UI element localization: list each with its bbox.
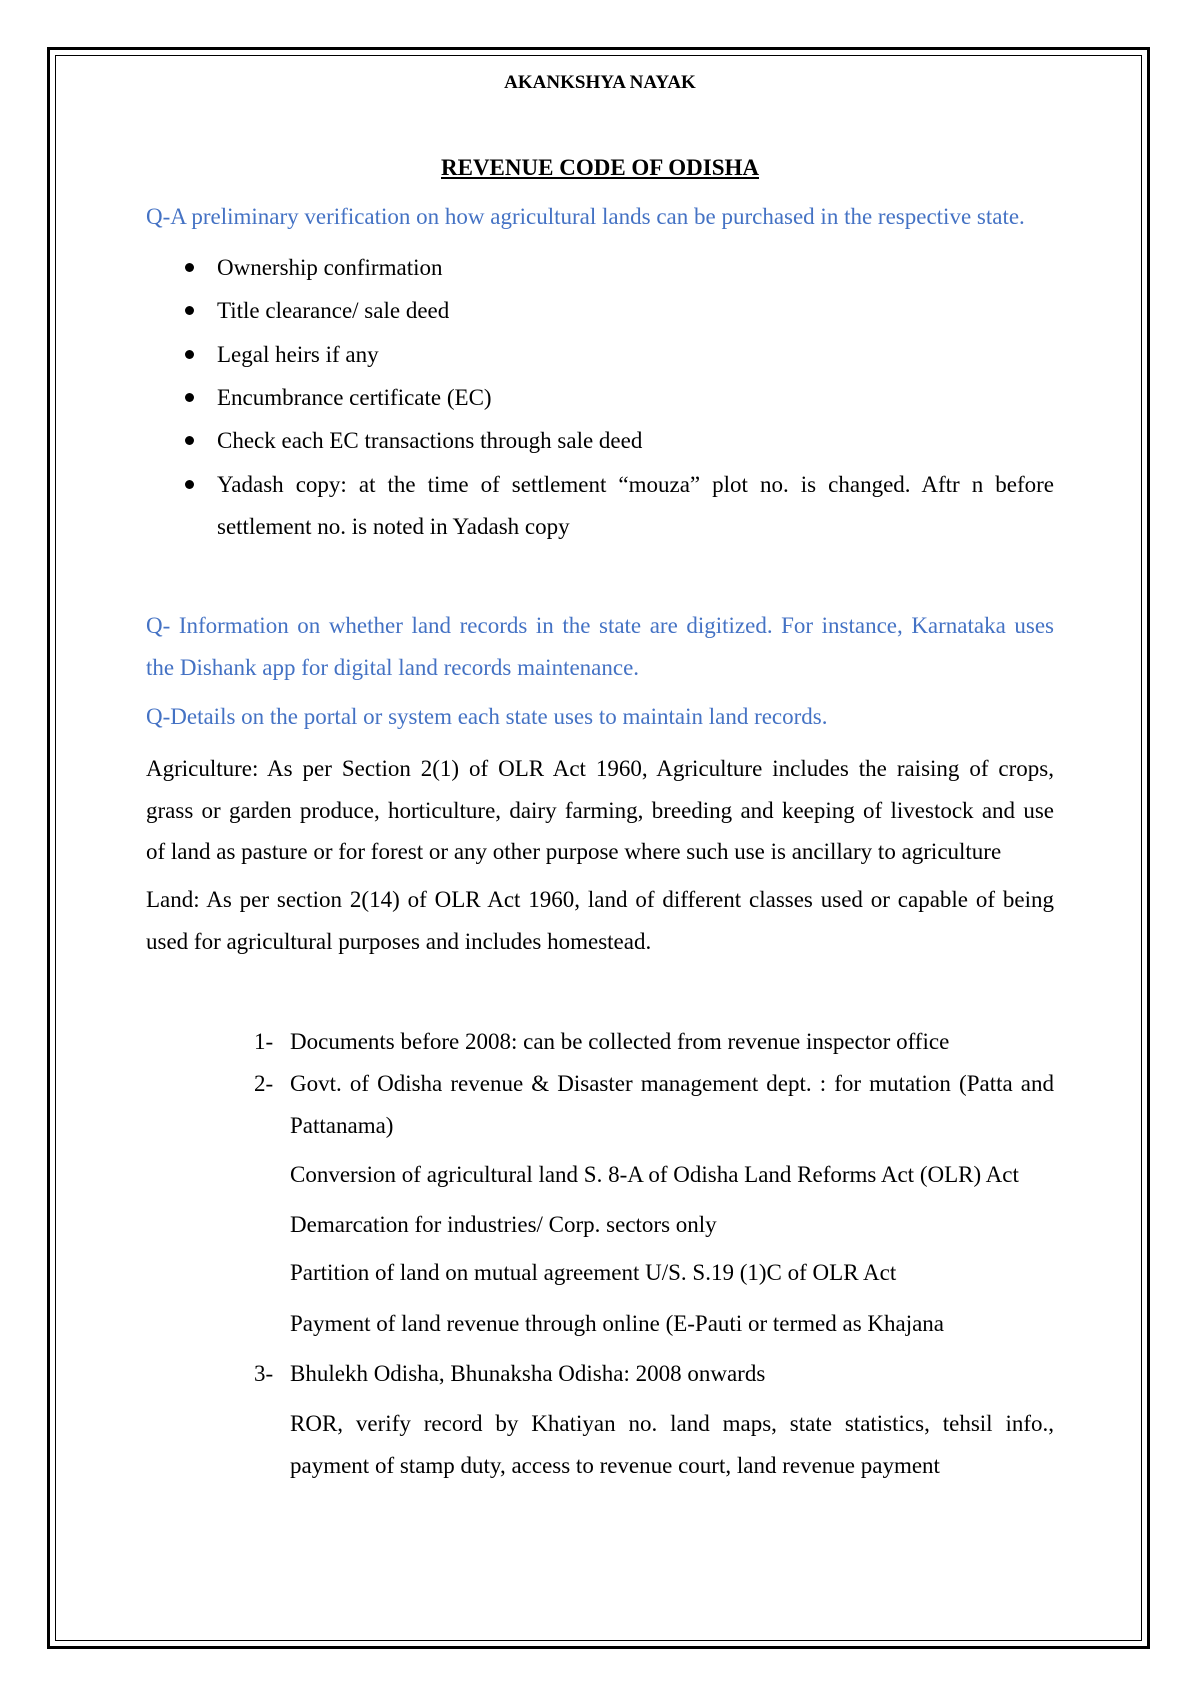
- question-line: Q-A preliminary verification on how agricultural lands can be purchased in the respective state.: [146, 204, 1025, 229]
- service-item: [290, 1204, 1054, 1246]
- bullet-icon: [185, 436, 194, 445]
- service-item: [290, 1154, 1054, 1196]
- bullet-icon: [185, 263, 194, 272]
- source-text: Bhulekh Odisha, Bhunaksha Odisha: 2008 onwards: [290, 1361, 766, 1386]
- checklist-item-text: Ownership confirmation: [217, 255, 443, 280]
- question-digitization: [146, 605, 1054, 688]
- service-text: payment of stamp duty, access to revenue court, land revenue payment: [290, 1452, 940, 1478]
- source-item-3: [254, 1353, 1054, 1395]
- question-line: Q-Details on the portal or system each state uses to maintain land records.: [146, 704, 828, 729]
- paragraph-line: Land: As per section 2(14) of OLR Act 1960, land of different classes used or capable of being: [146, 887, 1054, 912]
- question-portal-details: [146, 696, 1054, 738]
- service-item: [290, 1252, 1054, 1294]
- bullet-icon: [185, 480, 194, 489]
- list-marker: 3-: [254, 1361, 274, 1386]
- service-text: ROR, verify record by Khatiyan no. land maps, state statistics, tehsil info.,: [290, 1411, 1054, 1436]
- list-marker: 2-: [254, 1071, 274, 1096]
- bullet-icon: [185, 350, 194, 359]
- service-item: [290, 1403, 1054, 1486]
- service-text: Demarcation for industries/ Corp. sectors only: [290, 1212, 717, 1237]
- author-name: AKANKSHYA NAYAK: [504, 72, 696, 93]
- question-line: Q- Information on whether land records in the state are digitized. For instance, Karnataka uses: [146, 613, 1054, 638]
- checklist-item-text: Title clearance/ sale deed: [217, 298, 450, 323]
- source-text: Documents before 2008: can be collected from revenue inspector office: [290, 1029, 950, 1054]
- paragraph-line: grass or garden produce, horticulture, dairy farming, breeding and keeping of livestock and use: [146, 797, 1054, 823]
- service-text: Payment of land revenue through online (E-Pauti or termed as Khajana: [290, 1311, 945, 1336]
- checklist-item: [217, 334, 1054, 376]
- checklist-item: [217, 290, 1054, 332]
- checklist-item-text: Check each EC transactions through sale deed: [217, 428, 643, 453]
- question-line: the Dishank app for digital land records maintenance.: [146, 654, 640, 680]
- question-purchase-verification: [146, 196, 1054, 238]
- checklist-item-text: Yadash copy: at the time of settlement “mouza” plot no. is changed. Aftr n before: [217, 472, 1054, 497]
- service-item: [290, 1303, 1054, 1345]
- paragraph-line: Agriculture: As per Section 2(1) of OLR Act 1960, Agriculture includes the raising of crops,: [146, 756, 1054, 781]
- bullet-icon: [185, 393, 194, 402]
- definition-land: [146, 879, 1054, 962]
- checklist-item: [217, 464, 1054, 547]
- checklist-item-text: settlement no. is noted in Yadash copy: [217, 513, 570, 539]
- checklist-item-text: Legal heirs if any: [217, 342, 379, 367]
- checklist-item: [217, 247, 1054, 289]
- source-item-1: [254, 1021, 1054, 1063]
- definition-agriculture: [146, 748, 1054, 873]
- checklist-item-text: Encumbrance certificate (EC): [217, 385, 492, 410]
- source-text: Pattanama): [290, 1112, 394, 1138]
- document-title: REVENUE CODE OF ODISHA: [441, 155, 759, 180]
- checklist-item: [217, 377, 1054, 419]
- list-marker: 1-: [254, 1029, 274, 1054]
- paragraph-line: used for agricultural purposes and includes homestead.: [146, 928, 652, 954]
- paragraph-line: of land as pasture or for forest or any other purpose where such use is ancillary to agriculture: [146, 839, 1002, 864]
- checklist-item: [217, 420, 1054, 462]
- source-item-2: [254, 1063, 1054, 1146]
- source-text: Govt. of Odisha revenue & Disaster management dept. : for mutation (Patta and: [290, 1071, 1054, 1096]
- service-text: Partition of land on mutual agreement U/S. S.19 (1)C of OLR Act: [290, 1260, 897, 1285]
- service-text: Conversion of agricultural land S. 8-A of Odisha Land Reforms Act (OLR) Act: [290, 1162, 1019, 1187]
- bullet-icon: [185, 306, 194, 315]
